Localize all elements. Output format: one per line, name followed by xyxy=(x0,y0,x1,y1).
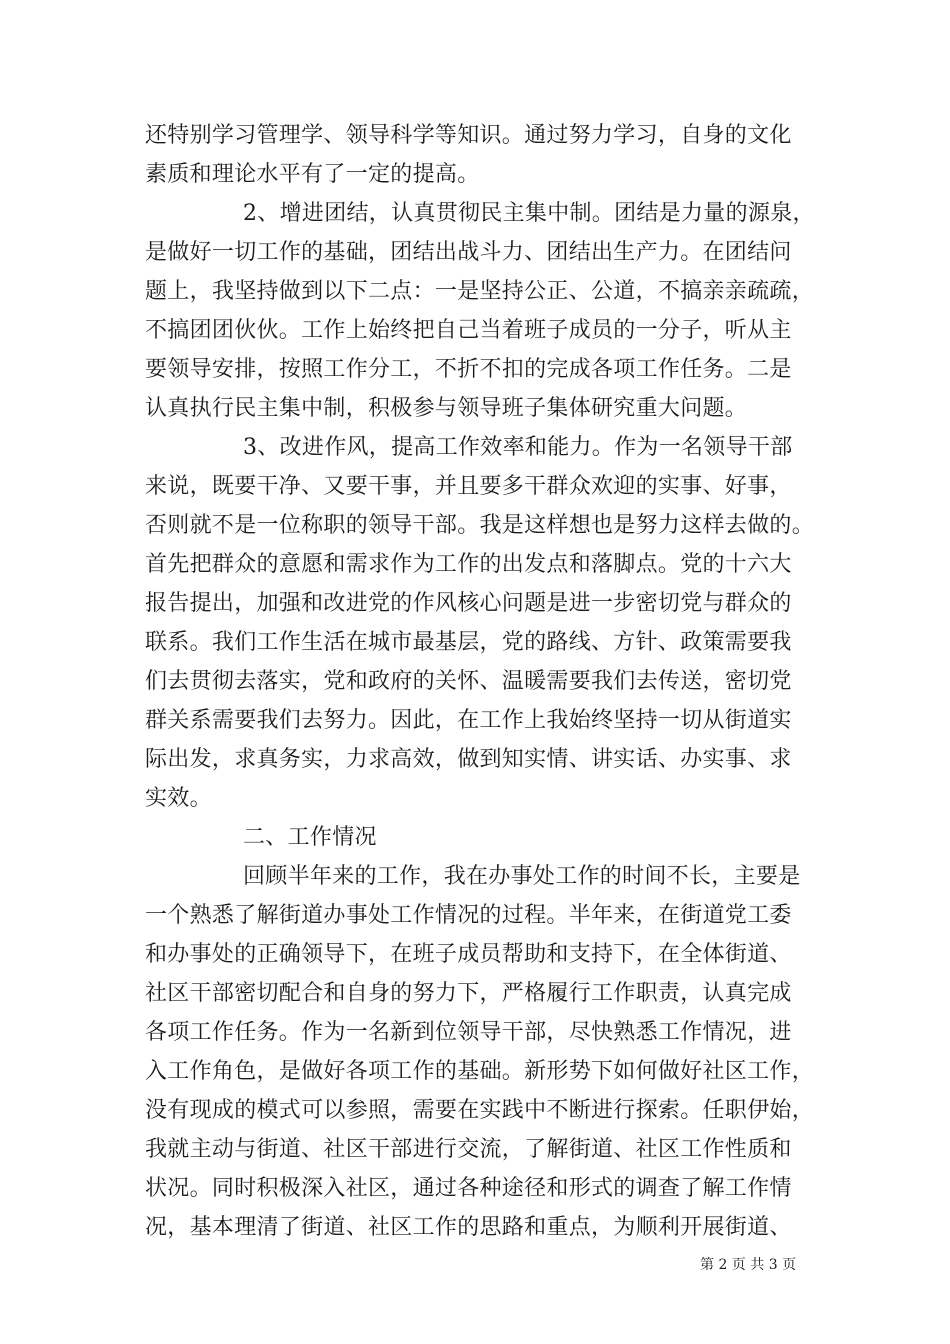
text-line: 认真执行民主集中制，积极参与领导班子集体研究重大问题。 xyxy=(145,396,748,421)
text-line: 联系。我们工作生活在城市最基层，党的路线、方针、政策需要我 xyxy=(145,630,792,655)
text-line: 社区干部密切配合和自身的努力下，严格履行工作职责，认真完成 xyxy=(145,981,792,1006)
text-line: 来说，既要干净、又要干事，并且要多干群众欢迎的实事、好事， xyxy=(145,474,792,499)
text-line: 实效。 xyxy=(145,786,212,811)
text-line: 素质和理论水平有了一定的提高。 xyxy=(145,162,480,187)
section-heading: 二、工作情况 xyxy=(243,825,377,850)
text-line: 和办事处的正确领导下，在班子成员帮助和支持下，在全体街道、 xyxy=(145,942,792,967)
text-line: 要领导安排，按照工作分工，不折不扣的完成各项工作任务。二是 xyxy=(145,357,792,382)
text-line: 首先把群众的意愿和需求作为工作的出发点和落脚点。党的十六大 xyxy=(145,552,792,577)
text-line: 报告提出，加强和改进党的作风核心问题是进一步密切党与群众的 xyxy=(145,591,792,616)
text-line: 3、改进作风，提高工作效率和能力。作为一名领导干部 xyxy=(243,435,793,460)
text-line: 入工作角色，是做好各项工作的基础。新形势下如何做好社区工作， xyxy=(145,1059,815,1084)
text-line: 际出发，求真务实，力求高效，做到知实情、讲实话、办实事、求 xyxy=(145,747,792,772)
text-line: 是做好一切工作的基础，团结出战斗力、团结出生产力。在团结问 xyxy=(145,240,792,265)
text-line: 状况。同时积极深入社区，通过各种途径和形式的调查了解工作情 xyxy=(145,1176,792,1201)
text-line: 没有现成的模式可以参照，需要在实践中不断进行探索。任职伊始， xyxy=(145,1098,815,1123)
text-line: 我就主动与街道、社区干部进行交流，了解街道、社区工作性质和 xyxy=(145,1137,792,1162)
text-line: 况，基本理清了街道、社区工作的思路和重点，为顺利开展街道、 xyxy=(145,1215,792,1240)
text-line: 群关系需要我们去努力。因此，在工作上我始终坚持一切从街道实 xyxy=(145,708,792,733)
text-line: 各项工作任务。作为一名新到位领导干部，尽快熟悉工作情况，进 xyxy=(145,1020,792,1045)
text-line: 还特别学习管理学、领导科学等知识。通过努力学习，自身的文化 xyxy=(145,123,792,148)
text-line: 题上，我坚持做到以下二点：一是坚持公正、公道，不搞亲亲疏疏， xyxy=(145,279,815,304)
page-number-footer: 第 2 页 共 3 页 xyxy=(700,1257,797,1273)
text-line: 不搞团团伙伙。工作上始终把自己当着班子成员的一分子，听从主 xyxy=(145,318,792,343)
text-line: 2、增进团结，认真贯彻民主集中制。团结是力量的源泉， xyxy=(243,201,815,226)
text-line: 回顾半年来的工作，我在办事处工作的时间不长，主要是 xyxy=(243,864,801,889)
text-line: 们去贯彻去落实，党和政府的关怀、温暖需要我们去传送，密切党 xyxy=(145,669,792,694)
text-line: 一个熟悉了解街道办事处工作情况的过程。半年来，在街道党工委 xyxy=(145,903,792,928)
text-line: 否则就不是一位称职的领导干部。我是这样想也是努力这样去做的。 xyxy=(145,513,815,538)
